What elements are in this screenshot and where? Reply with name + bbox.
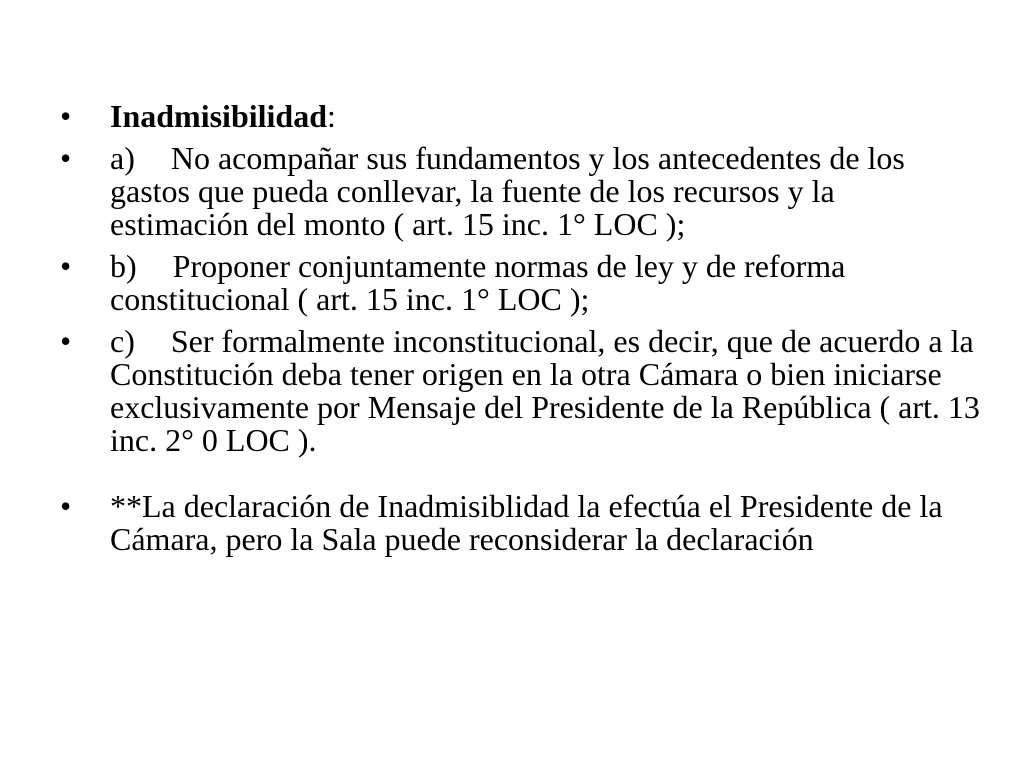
bullet-dot-icon: • — [60, 488, 72, 524]
bullet-dot-icon: • — [60, 323, 72, 359]
item-marker: c) — [110, 323, 135, 359]
heading-colon: : — [327, 98, 336, 134]
bullet-note — [60, 490, 980, 556]
item-text: Ser formalmente inconstitucional, es decir, que de acuerdo a la Constitución deba tener origen en la otra Cámara o bien iniciarse exclusivamente por Mensaje del Presidente de la República ( art. 13 inc. 2° 0 LOC ). — [110, 323, 980, 458]
bullet-dot-icon: • — [60, 140, 72, 176]
bullet-dot-icon: • — [60, 98, 72, 134]
bullet-list — [60, 100, 980, 565]
item-text: No acompañar sus fundamentos y los antecedentes de los gastos que pueda conllevar, la fuente de los recursos y la estimación del monto ( art. 15 inc. 1° LOC ); — [110, 140, 905, 242]
item-marker: a) — [110, 140, 135, 176]
bullet-dot-icon: • — [60, 248, 72, 284]
item-text: Proponer conjuntamente normas de ley y de reforma constitucional ( art. 15 inc. 1° LOC ); — [110, 248, 846, 317]
bullet-item-c — [60, 325, 980, 457]
heading-text: Inadmisibilidad — [110, 98, 327, 134]
bullet-item-a — [60, 142, 980, 241]
note-text: **La declaración de Inadmisiblidad la efectúa el Presidente de la Cámara, pero la Sala puede reconsiderar la declaración — [110, 488, 943, 557]
bullet-item-b — [60, 250, 980, 316]
item-marker: b) — [110, 248, 137, 284]
bullet-heading-inadmisibilidad — [60, 100, 980, 133]
